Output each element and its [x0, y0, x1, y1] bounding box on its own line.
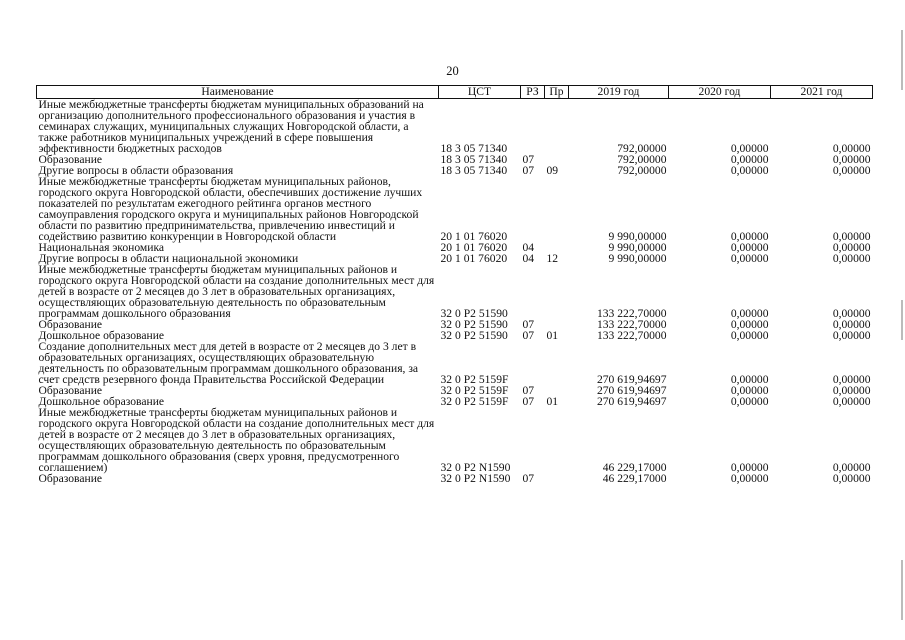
cell-2019: 270 619,94697	[596, 384, 667, 397]
cell-name: Дошкольное образование	[38, 329, 165, 342]
cell-2019: 270 619,94697	[596, 395, 667, 408]
cell-2021: 0,00000	[832, 164, 871, 177]
cell-2021: 0,00000	[832, 241, 871, 254]
cell-2020: 0,00000	[730, 241, 769, 254]
cell-rz: 04	[522, 252, 535, 265]
cell-pr: 01	[546, 395, 559, 408]
cell-cst: 18 3 05 71340	[440, 153, 508, 166]
cell-rz	[521, 176, 545, 242]
cell-2020: 0,00000	[730, 142, 769, 155]
scan-edge-mark	[901, 30, 903, 90]
cell-2021: 0,00000	[832, 472, 871, 485]
cell-2020: 0,00000	[730, 318, 769, 331]
table-row	[37, 264, 873, 319]
scan-edge-mark	[901, 300, 903, 340]
cell-cst: 18 3 05 71340	[440, 142, 508, 155]
cell-cst: 32 0 P2 N1590	[440, 461, 511, 474]
cell-cst: 32 0 P2 51590	[440, 318, 508, 331]
cell-2019: 270 619,94697	[596, 373, 667, 386]
cell-cst: 20 1 01 76020	[440, 252, 508, 265]
cell-2020: 0,00000	[730, 307, 769, 320]
cell-2019: 792,00000	[617, 142, 667, 155]
cell-2019: 9 990,00000	[608, 230, 667, 243]
cell-pr	[545, 473, 569, 484]
cell-2019: 133 222,70000	[596, 318, 667, 331]
cell-pr: 01	[546, 329, 559, 342]
cell-cst: 32 0 P2 51590	[440, 329, 508, 342]
cell-2020: 0,00000	[730, 461, 769, 474]
cell-rz: 07	[522, 329, 535, 342]
cell-pr	[545, 264, 569, 319]
cell-2021: 0,00000	[832, 461, 871, 474]
cell-name: Иные межбюджетные трансферты бюджетам муниципальных районов, городского округа Новгородской области, обеспечивших достижение лучших показателей по результатам ежегодного рейтинга органов местного самоуправления городского округа и муниципальных районов Новгородской области по развитию предпринимательства, привлечению инвестиций и содействию развитию конкуренции в Новгородской области	[38, 175, 423, 243]
cell-2021: 0,00000	[832, 153, 871, 166]
cell-name: Другие вопросы в области образования	[38, 164, 234, 177]
cell-pr	[545, 99, 569, 155]
header-2021: 2021 год	[771, 86, 873, 99]
cell-name: Создание дополнительных мест для детей в возрасте от 2 месяцев до 3 лет в образовательных организациях, осуществляющих образовательную деятельность по образовательным программам дошкольного образования, за счет средств резервного фонда Правительства Российской Федерации	[38, 340, 419, 386]
cell-2021: 0,00000	[832, 230, 871, 243]
cell-name: Национальная экономика	[38, 241, 165, 254]
table-row	[37, 176, 873, 242]
table-row	[37, 407, 873, 473]
cell-name: Образование	[38, 153, 103, 166]
cell-rz: 07	[522, 153, 535, 166]
cell-cst: 32 0 P2 N1590	[440, 472, 511, 485]
cell-2019: 46 229,17000	[602, 461, 667, 474]
cell-pr	[545, 176, 569, 242]
cell-2019: 46 229,17000	[602, 472, 667, 485]
cell-rz	[521, 264, 545, 319]
table-header	[37, 86, 873, 99]
cell-2020: 0,00000	[730, 252, 769, 265]
cell-cst: 20 1 01 76020	[440, 230, 508, 243]
cell-pr	[545, 407, 569, 473]
scan-edge-mark	[901, 560, 903, 620]
cell-name: Иные межбюджетные трансферты бюджетам муниципальных районов и городского округа Новгородской области на создание дополнительных мест для детей в возрасте от 2 месяцев до 3 лет в образовательных организациях, осуществляющих образовательную деятельность по образовательным программам дошкольного образования	[38, 263, 435, 320]
cell-2019: 133 222,70000	[596, 307, 667, 320]
cell-name: Образование	[38, 472, 103, 485]
cell-2021: 0,00000	[832, 384, 871, 397]
cell-rz	[521, 99, 545, 155]
page-number: 20	[446, 64, 459, 78]
cell-name: Дошкольное образование	[38, 395, 165, 408]
cell-2019: 9 990,00000	[608, 252, 667, 265]
cell-rz: 07	[522, 384, 535, 397]
cell-rz: 07	[522, 395, 535, 408]
budget-table	[36, 85, 873, 484]
cell-name: Образование	[38, 384, 103, 397]
cell-2020: 0,00000	[730, 395, 769, 408]
cell-name: Иные межбюджетные трансферты бюджетам муниципальных образований на организацию дополнительного профессионального образования и участия в семинарах служащих, муниципальных служащих Новгородской области, а также работников муниципальных учреждений в сфере повышения эффективности бюджетных расходов	[38, 98, 424, 155]
table-row	[37, 473, 873, 484]
table-row	[37, 341, 873, 385]
cell-rz: 07	[522, 164, 535, 177]
cell-2021: 0,00000	[832, 373, 871, 386]
cell-2021: 0,00000	[832, 329, 871, 342]
cell-2019: 9 990,00000	[608, 241, 667, 254]
cell-cst: 32 0 P2 5159F	[440, 384, 509, 397]
header-2019: 2019 год	[569, 86, 669, 99]
cell-2020: 0,00000	[730, 329, 769, 342]
cell-name: Другие вопросы в области национальной экономики	[38, 252, 299, 265]
header-pr: Пр	[545, 86, 569, 99]
cell-2021: 0,00000	[832, 252, 871, 265]
header-cst: ЦСТ	[439, 86, 521, 99]
header-rz: РЗ	[521, 86, 545, 99]
cell-pr: 12	[546, 252, 559, 265]
cell-name: Образование	[38, 318, 103, 331]
cell-cst: 32 0 P2 5159F	[440, 395, 509, 408]
cell-2020: 0,00000	[730, 230, 769, 243]
cell-2021: 0,00000	[832, 395, 871, 408]
cell-2021: 0,00000	[832, 142, 871, 155]
cell-2019: 792,00000	[617, 153, 667, 166]
cell-rz	[521, 407, 545, 473]
cell-cst: 18 3 05 71340	[440, 164, 508, 177]
cell-rz: 04	[522, 241, 535, 254]
cell-cst: 32 0 P2 51590	[440, 307, 508, 320]
cell-rz: 07	[522, 318, 535, 331]
cell-cst: 32 0 P2 5159F	[440, 373, 509, 386]
cell-name: Иные межбюджетные трансферты бюджетам муниципальных районов и городского округа Новгородской области на создание дополнительных мест для детей в возрасте от 2 месяцев до 3 лет в образовательных организациях, осуществляющих образовательную деятельность по образовательным программам дошкольного образования (сверх уровня, предусмотренного соглашением)	[38, 406, 435, 474]
table-body	[37, 99, 873, 485]
cell-2021: 0,00000	[832, 307, 871, 320]
cell-pr	[545, 341, 569, 385]
cell-cst: 20 1 01 76020	[440, 241, 508, 254]
table-row	[37, 99, 873, 155]
cell-2020: 0,00000	[730, 472, 769, 485]
cell-2020: 0,00000	[730, 153, 769, 166]
header-name: Наименование	[37, 86, 439, 99]
cell-2021: 0,00000	[832, 318, 871, 331]
cell-2020: 0,00000	[730, 384, 769, 397]
cell-pr: 09	[546, 164, 559, 177]
cell-2019: 133 222,70000	[596, 329, 667, 342]
cell-2019: 792,00000	[617, 164, 667, 177]
cell-rz	[521, 341, 545, 385]
cell-2020: 0,00000	[730, 373, 769, 386]
cell-2020: 0,00000	[730, 164, 769, 177]
header-2020: 2020 год	[669, 86, 771, 99]
cell-rz: 07	[522, 472, 535, 485]
